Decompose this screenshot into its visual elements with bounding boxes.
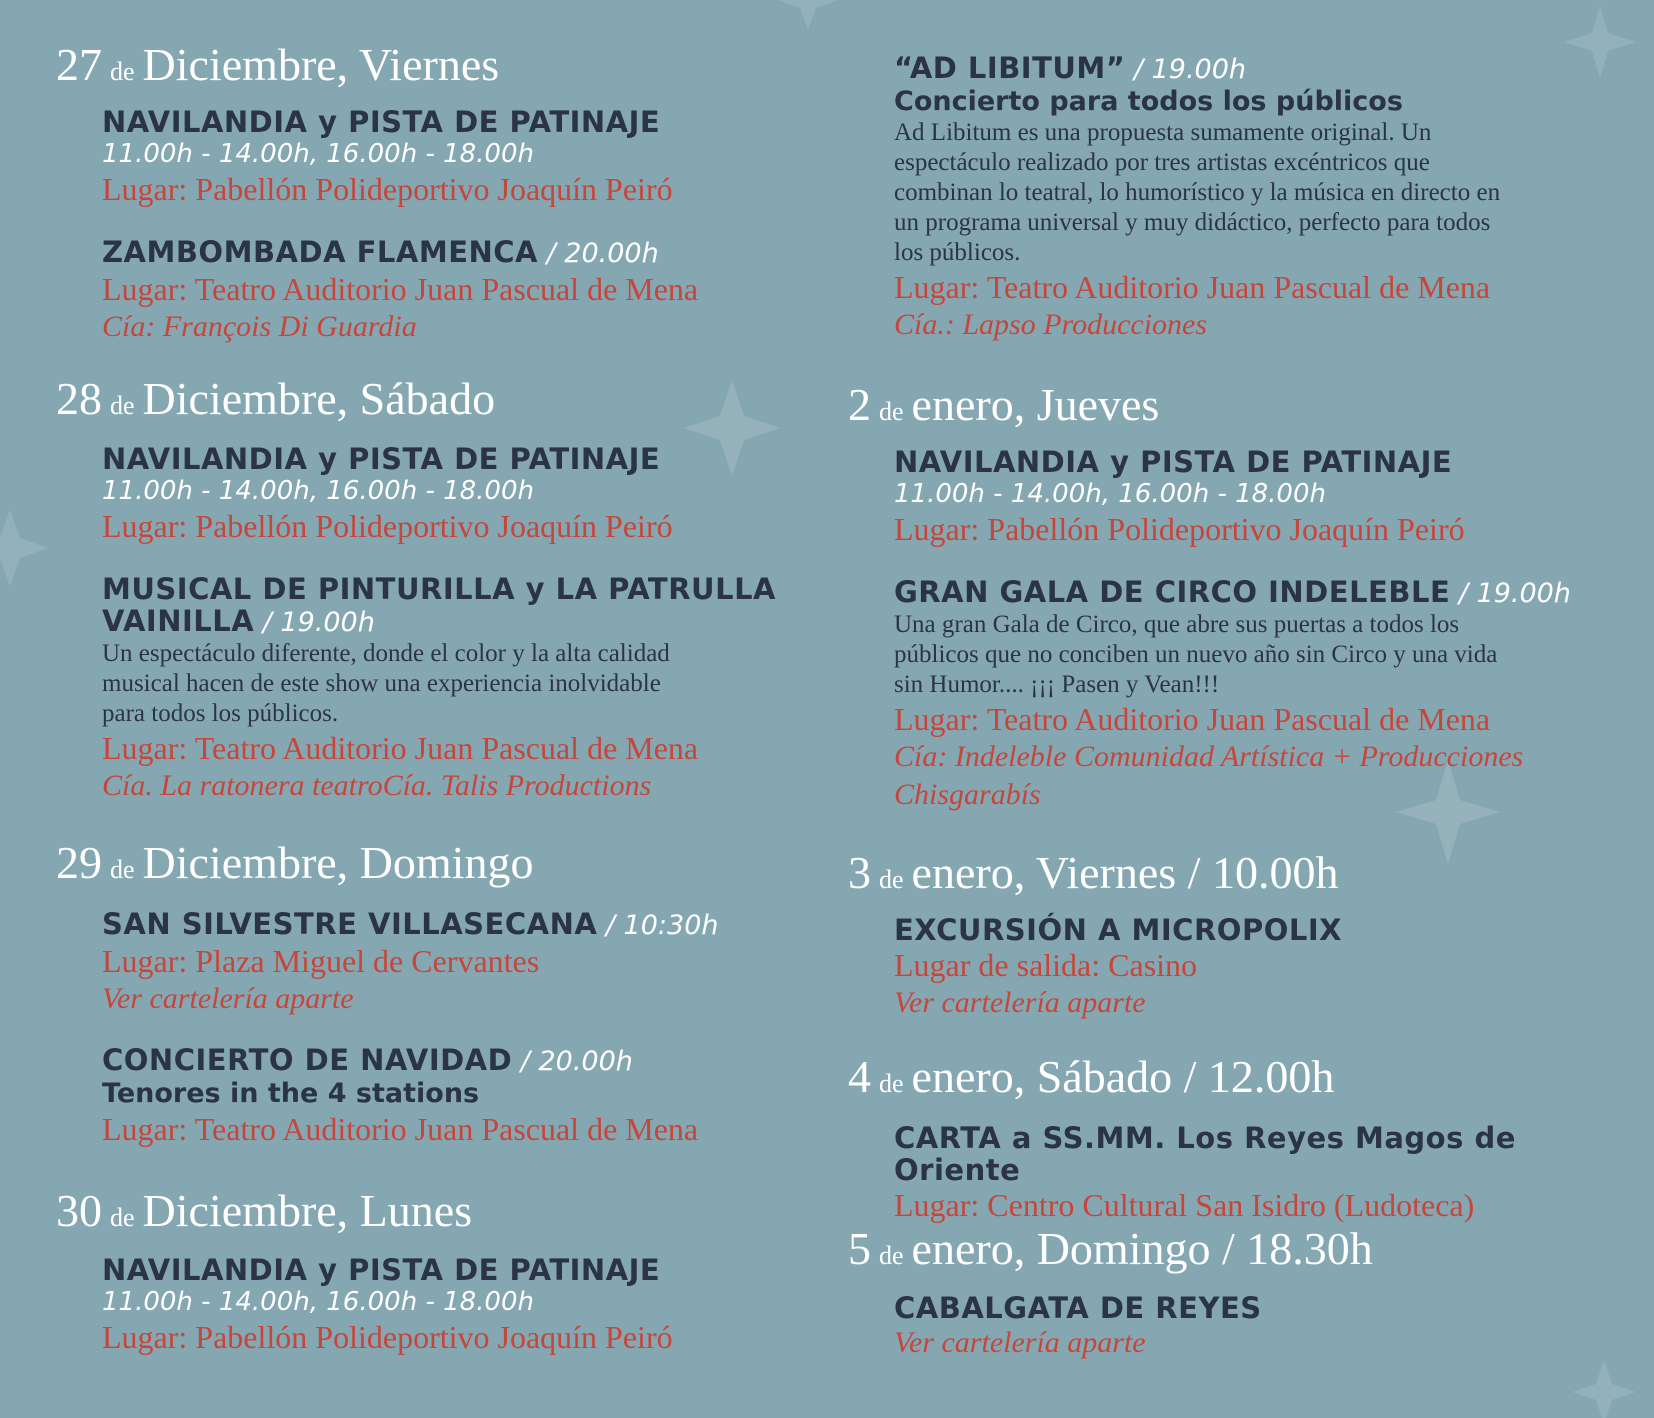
event-description: sin Humor.... ¡¡¡ Pasen y Vean!!! [894, 671, 1220, 698]
event-title: NAVILANDIA y PISTA DE PATINAJE [894, 445, 1453, 479]
day-number: 5 [848, 1223, 871, 1274]
date-heading [848, 379, 1160, 430]
event-time: / 19.00h [1125, 54, 1247, 85]
day-text: Diciembre, Viernes [142, 39, 500, 90]
event-description: para todos los públicos. [102, 700, 339, 727]
event-block [102, 236, 842, 346]
event-time: / 20.00h [512, 1046, 633, 1077]
date-heading [848, 1051, 1335, 1102]
event-description: Una gran Gala de Circo, que abre sus puertas a todos los [894, 611, 1460, 638]
event-subtitle: Tenores in the 4 stations [102, 1078, 480, 1109]
star-icon [1572, 1360, 1636, 1418]
day-de: de [110, 391, 135, 420]
day-number: 3 [848, 847, 871, 898]
event-title-line [102, 236, 842, 270]
event-description: Un espectáculo diferente, donde el color y la alta calidad [102, 640, 670, 667]
event-block [102, 443, 842, 545]
event-time: / 20.00h [538, 238, 659, 269]
date-heading [56, 373, 496, 424]
event-block [102, 106, 842, 208]
star-icon [0, 510, 48, 586]
event-place: Lugar: Pabellón Polideportivo Joaquín Peiró [894, 511, 1465, 547]
event-place: Lugar: Teatro Auditorio Juan Pascual de Mena [102, 730, 699, 766]
event-place: Lugar: Pabellón Polideportivo Joaquín Peiró [102, 171, 673, 207]
event-description: públicos que no conciben un nuevo año sin Circo y una vida [894, 641, 1498, 668]
event-title: CABALGATA DE REYES [894, 1291, 1262, 1325]
star-icon [778, 0, 838, 30]
day-de: de [110, 57, 135, 86]
day-number: 27 [56, 39, 102, 90]
day-text: enero, Jueves [911, 379, 1160, 430]
date-heading [56, 1185, 473, 1236]
event-hours: 11.00h - 14.00h, 16.00h - 18.00h [102, 139, 534, 169]
day-number: 2 [848, 379, 871, 430]
event-title: NAVILANDIA y PISTA DE PATINAJE [102, 442, 661, 476]
event-hours: 11.00h - 14.00h, 16.00h - 18.00h [894, 479, 1326, 509]
event-title-line [894, 576, 1634, 610]
event-title: ZAMBOMBADA FLAMENCA [102, 235, 539, 269]
event-block [102, 908, 842, 1018]
event-time: / 19.00h [1450, 578, 1571, 609]
event-block [102, 1044, 842, 1148]
event-place: Lugar: Teatro Auditorio Juan Pascual de Mena [102, 1111, 699, 1147]
day-number: 29 [56, 837, 102, 888]
event-block [894, 576, 1634, 814]
event-place: Lugar: Pabellón Polideportivo Joaquín Peiró [102, 1319, 673, 1355]
event-place: Lugar: Teatro Auditorio Juan Pascual de Mena [894, 701, 1491, 737]
event-title: GRAN GALA DE CIRCO INDELEBLE [894, 575, 1451, 609]
day-text: Diciembre, Lunes [142, 1185, 473, 1236]
event-place: Lugar: Teatro Auditorio Juan Pascual de Mena [894, 269, 1491, 305]
event-title: VAINILLA [102, 604, 255, 638]
date-heading [56, 39, 500, 90]
day-de: de [879, 865, 904, 894]
event-time: / 10:30h [597, 910, 719, 941]
day-text: Diciembre, Sábado [142, 373, 496, 424]
event-block [894, 914, 1634, 1022]
day-number: 28 [56, 373, 102, 424]
event-company: Cía. La ratonera teatroCía. Talis Productions [102, 769, 652, 802]
event-title: NAVILANDIA y PISTA DE PATINAJE [102, 1253, 661, 1287]
event-place: Lugar: Pabellón Polideportivo Joaquín Peiró [102, 508, 673, 544]
day-de: de [879, 397, 904, 426]
event-company: Cía.: Lapso Producciones [894, 308, 1208, 341]
day-de: de [879, 1241, 904, 1270]
event-title: MUSICAL DE PINTURILLA y LA PATRULLA [102, 572, 776, 606]
event-title: SAN SILVESTRE VILLASECANA [102, 907, 598, 941]
event-title: “AD LIBITUM” [894, 51, 1126, 85]
date-heading [56, 837, 534, 888]
day-number: 30 [56, 1185, 102, 1236]
event-place: Lugar: Centro Cultural San Isidro (Ludoteca) [894, 1187, 1475, 1223]
event-title: EXCURSIÓN A MICROPOLIX [894, 913, 1342, 947]
event-note: Ver cartelería aparte [102, 982, 354, 1015]
event-hours: 11.00h - 14.00h, 16.00h - 18.00h [102, 476, 534, 506]
event-block [894, 1122, 1634, 1224]
event-title-line [102, 908, 842, 942]
event-note: Ver cartelería aparte [894, 986, 1146, 1019]
event-subtitle: Concierto para todos los públicos [894, 86, 1403, 117]
event-description: musical hacen de este show una experiencia inolvidable [102, 670, 661, 697]
event-company: Cía: François Di Guardia [102, 310, 417, 343]
event-description: combinan lo teatral, lo humorístico y la música en directo en [894, 179, 1501, 206]
event-block [894, 1292, 1634, 1362]
event-description: Ad Libitum es una propuesta sumamente original. Un [894, 119, 1432, 146]
event-company: Cía: Indeleble Comunidad Artística + Producciones [894, 740, 1524, 773]
date-heading [848, 847, 1339, 898]
event-title: CARTA a SS.MM. Los Reyes Magos de Oriente [894, 1121, 1516, 1187]
event-title-line [102, 605, 842, 639]
event-place: Lugar de salida: Casino [894, 947, 1198, 983]
event-company: Chisgarabís [894, 778, 1041, 811]
event-place: Lugar: Teatro Auditorio Juan Pascual de Mena [102, 271, 699, 307]
event-place: Lugar: Plaza Miguel de Cervantes [102, 943, 540, 979]
date-heading [848, 1223, 1373, 1274]
event-title-line [102, 1044, 842, 1078]
event-description: un programa universal y muy didáctico, perfecto para todos [894, 209, 1491, 236]
event-title: NAVILANDIA y PISTA DE PATINAJE [102, 105, 661, 139]
day-text: Diciembre, Domingo [142, 837, 534, 888]
event-block [102, 1254, 842, 1356]
day-text: enero, Viernes / 10.00h [911, 847, 1339, 898]
event-title-line [894, 52, 1634, 86]
event-block [894, 446, 1634, 548]
event-description: los públicos. [894, 239, 1021, 266]
event-title: CONCIERTO DE NAVIDAD [102, 1043, 513, 1077]
event-time: / 19.00h [254, 607, 375, 638]
event-hours: 11.00h - 14.00h, 16.00h - 18.00h [102, 1287, 534, 1317]
day-de: de [110, 1203, 135, 1232]
event-note: Ver cartelería aparte [894, 1326, 1146, 1359]
event-description: espectáculo realizado por tres artistas excéntricos que [894, 149, 1430, 176]
day-de: de [879, 1069, 904, 1098]
day-number: 4 [848, 1051, 871, 1102]
day-text: enero, Sábado / 12.00h [911, 1051, 1335, 1102]
day-de: de [110, 855, 135, 884]
event-block [894, 52, 1634, 344]
day-text: enero, Domingo / 18.30h [911, 1223, 1373, 1274]
event-block [102, 573, 842, 805]
